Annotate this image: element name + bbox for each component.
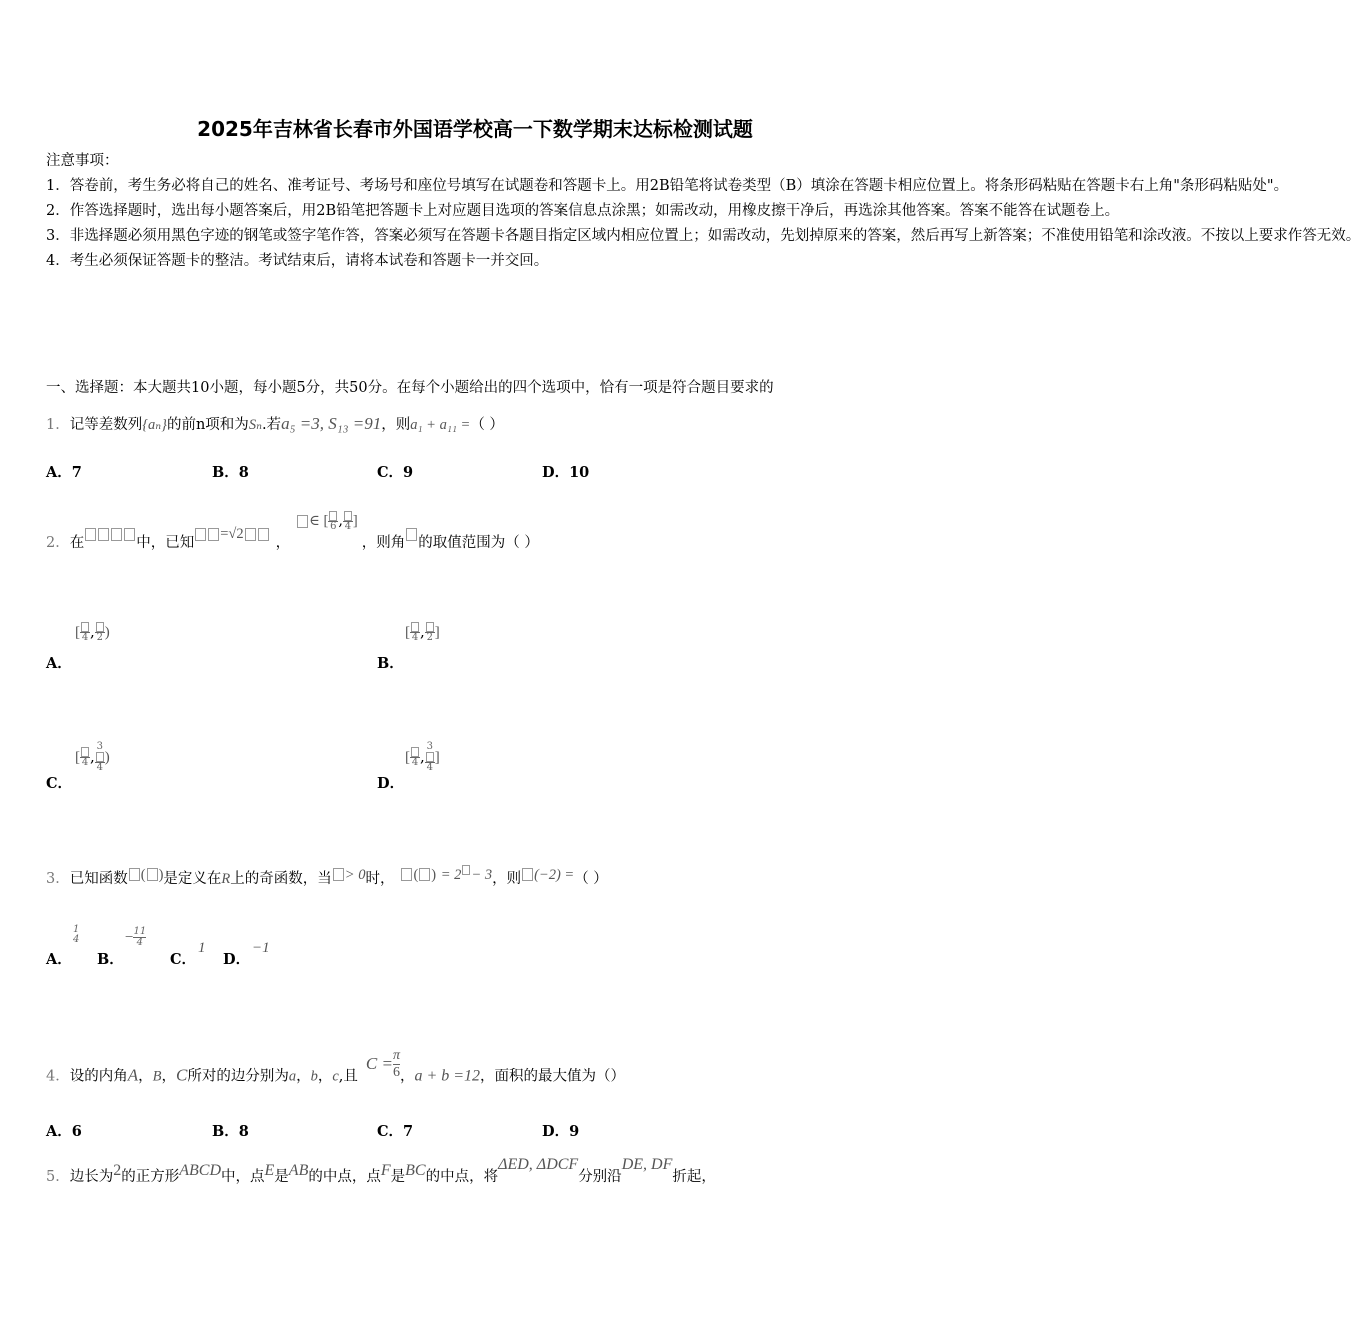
q3-text-2: 是定义在 [163,870,222,887]
q5-text-1: 边长为 [69,1169,114,1185]
option-b[interactable]: B． [377,655,404,672]
q1-text-2: 的前n项和为 [166,417,249,433]
q5-math-2: 2 [113,1162,122,1179]
option-b[interactable]: B．8 [212,1123,249,1140]
notice-item: 4．考生必须保证答题卡的整洁。考试结束后，请将本试卷和答题卡一并交回。 [46,253,549,269]
question-number: 2． [46,535,70,551]
notice-block [46,149,1360,274]
q2-text-2: 中，已知 [136,535,195,551]
q5-math-triangles: ΔED, ΔDCF [498,1156,579,1173]
q4-math-side-b: b [310,1068,318,1085]
q4-text-2: 所对的边分别为 [187,1068,289,1085]
q3-def: ( ) = 2 − 3 [400,867,492,883]
q4-math-a: A [127,1065,139,1085]
q3-option-c-math: 1 [198,940,206,956]
q5-math-bc: BC [405,1162,426,1179]
q4-math-b: B [152,1068,162,1085]
option-d[interactable]: D． [223,951,251,968]
section-heading: 一、选择题：本大题共10小题，每小题5分，共50分。在每个小题给出的四个选项中，恰有一项是符合题目要求的 [46,380,774,396]
q5-math-e: E [264,1162,275,1179]
question-number: 3． [46,870,70,887]
q3-text-4: 时， [365,870,395,887]
q1-math-condition: a₅ =3, S₁₃ =91 [281,414,382,433]
question-number: 5． [46,1169,70,1185]
option-c[interactable]: C． [46,775,73,792]
option-c[interactable]: C． [170,951,197,968]
q5-text-8: 分别沿 [578,1169,622,1185]
missing-glyph-icon [84,526,136,542]
q3-text-3: 上的奇函数，当 [230,870,332,887]
q4-text-3: ,且 [338,1068,358,1085]
q1-text-5: （ ） [470,417,504,433]
q3-text-5: ，则 [492,870,522,887]
q3-option-b-math: − $\frac{11}{4}$ [125,926,147,948]
q1-math-sn: Sₙ [248,417,262,433]
q2-equation: =√2 [194,526,269,542]
option-b[interactable]: B． [97,951,124,968]
q2-text-5: 的取值范围为（ ） [418,535,539,551]
q1-math-target: a₁ + a₁₁ = [410,417,471,433]
q4-math-side-a: a [288,1068,297,1085]
option-d[interactable]: D． [377,775,405,792]
q2-text-3: ， [275,535,291,551]
question-2 [46,513,539,554]
q3-option-a-math: 1 4 [73,924,80,945]
option-d[interactable]: D．9 [542,1123,580,1140]
notice-item: 1．答卷前，考生务必将自己的姓名、准考证号、考场号和座位号填写在试题卷和答题卡上。用2B铅笔将试卷类型（B）填涂在答题卡相应位置上。将条形码粘贴在答题卡右上角"条形码粘贴处"。 [46,178,1289,194]
q5-math-ab: AB [288,1162,309,1179]
q2-option-c-math: [ 4 , $\frac{3}{4}$ ) [75,741,110,773]
q3-math-r: R [221,870,231,887]
question-1 [46,413,504,434]
option-a[interactable]: A． [46,951,72,968]
q1-text-1: 记等差数列 [69,417,143,433]
q5-text-6: 是 [390,1169,406,1185]
q3-option-d-math: −1 [252,940,270,956]
q4-angle-c: C = $\frac{\pi}{6}$ [365,1048,400,1080]
q5-text-3: 中，点 [221,1169,265,1185]
q2-option-a-math: [ 4 , 2 ) [75,622,110,643]
q3-text-6: （ ） [574,870,608,887]
q5-math-f: F [380,1162,391,1179]
q4-text-4: ，面积的最大值为（） [480,1068,626,1085]
q5-text-7: 的中点，将 [425,1169,499,1185]
option-d[interactable]: D．10 [542,464,590,481]
option-a[interactable]: A． [46,655,72,672]
q3-cond: > 0 [332,867,366,883]
option-b[interactable]: B．8 [212,464,249,481]
q5-math-de-df: DE, DF [621,1156,673,1173]
q5-text-5: 的中点，点 [308,1169,381,1185]
q1-text-4: ，则 [381,417,411,433]
option-c[interactable]: C．9 [377,464,414,481]
q4-math-sum: a + b =12 [414,1067,481,1085]
q5-text-9: 折起， [672,1169,716,1185]
notice-item: 3．非选择题必须用黑色字迹的钢笔或签字笔作答，答案必须写在答题卡各题目指定区域内相应位置上；如需改动，先划掉原来的答案，然后再写上新答案；不准使用铅笔和涂改液。不按以上要求作答无效。 [46,228,1360,244]
q4-math-side-c: c [332,1068,339,1085]
q1-text-3: .若 [261,417,282,433]
option-a[interactable]: A．6 [46,1123,82,1140]
q3-text-1: 已知函数 [69,870,128,887]
question-number: 4． [46,1068,70,1085]
q2-option-b-math: [ 4 , 2 ] [405,622,440,643]
q5-text-4: 是 [274,1169,289,1185]
q2-text-1: 在 [69,535,85,551]
q5-math-abcd: ABCD [179,1162,222,1179]
page-title: 2025年吉林省长春市外国语学校高一下数学期末达标检测试题 [197,117,753,141]
missing-glyph-icon [405,526,418,542]
q4-text-1: 设的内角 [69,1068,128,1085]
q5-text-2: 的正方形 [121,1169,180,1185]
notice-heading: 注意事项： [46,153,119,169]
question-5 [46,1156,716,1186]
q3-func: ( ) [128,867,164,883]
option-a[interactable]: A．7 [46,464,82,481]
question-number: 1． [46,417,70,433]
question-4: 4．设的内角A，B，C所对的边分别为a，b，c,且C = $\frac{\pi}{6}$ ，a + b =12，面积的最大值为（） [46,1048,626,1085]
option-c[interactable]: C．7 [377,1123,414,1140]
notice-item: 2．作答选择题时，选出每小题答案后，用2B铅笔把答题卡上对应题目选项的答案信息点涂黑；如需改动，用橡皮擦干净后，再选涂其他答案。答案不能答在试题卷上。 [46,203,1120,219]
question-3 [46,866,608,888]
q4-math-c: C [175,1065,188,1085]
q2-interval: ∈ [ 6 , 4 ] [296,513,358,529]
q2-text-4: ，则角 [361,535,406,551]
q2-option-d-math: [ 4 , $\frac{3}{4}$ ] [405,741,440,773]
q1-math-seq: {aₙ} [142,417,167,433]
q3-target: (−2) = [521,867,574,883]
